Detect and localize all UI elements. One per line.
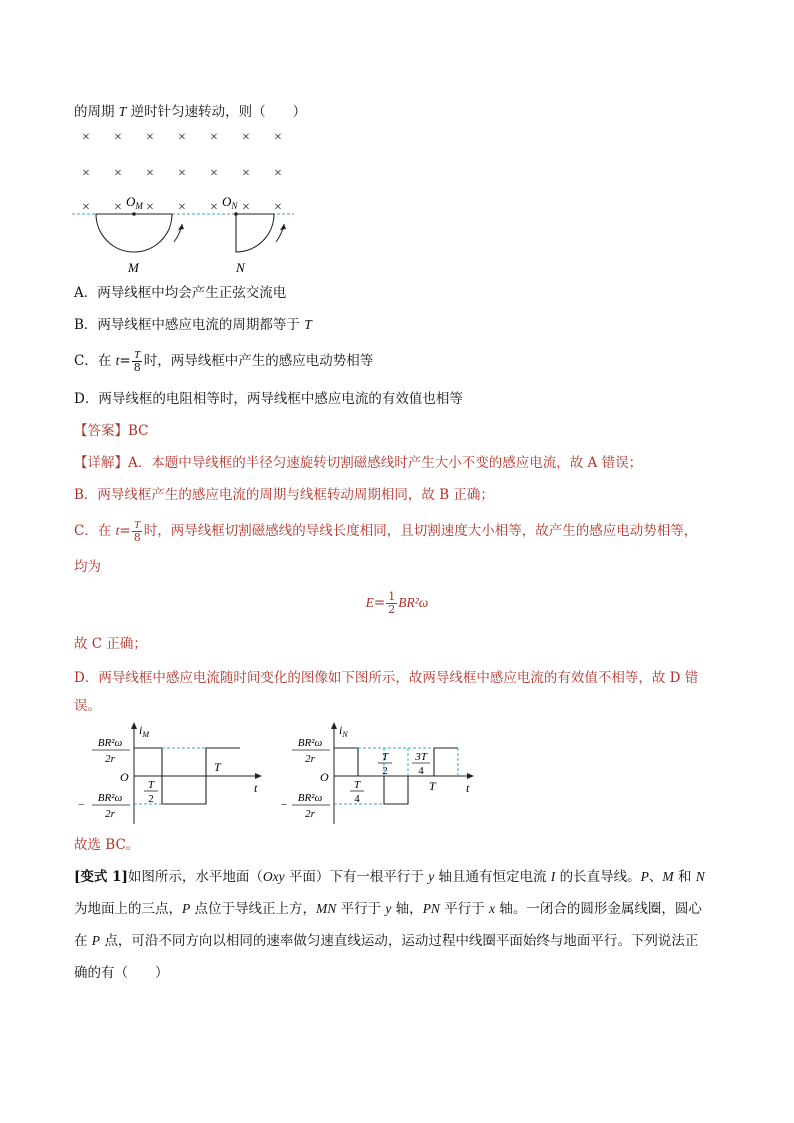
explanation-a-text: A．本题中导线框的半径匀速旋转切割磁感线时产生大小不变的感应电流，故 A 错误； — [128, 455, 643, 471]
graph-m-pos-num: BR²ω — [97, 737, 123, 749]
explanation-c-conclusion: 故 C 正确； — [74, 636, 147, 652]
graph-m-neg-sign: − — [78, 799, 85, 811]
formula-rhs: BR²ω — [398, 595, 429, 610]
field-cross: × — [82, 166, 90, 181]
graph-n-origin: O — [320, 770, 329, 784]
field-cross: × — [82, 130, 90, 145]
variant-sym: M — [662, 869, 674, 884]
variant-text: 轴且通有恒定电流 — [434, 869, 551, 885]
explanation-c-text-end: 时，两导线框切割磁感线的导线长度相同，且切割速度大小相等，故产生的感应电动势相等， — [143, 523, 698, 539]
field-cross: × — [242, 130, 250, 145]
field-cross: × — [210, 130, 218, 145]
field-cross: × — [210, 200, 218, 215]
field-cross: × — [178, 200, 186, 215]
variant-text: 点位于导线正上方， — [190, 901, 317, 917]
fraction-numerator: T — [134, 519, 141, 531]
field-cross: × — [178, 166, 186, 181]
graph-n-half-num: T — [381, 751, 389, 763]
field-cross: × — [146, 200, 154, 215]
variant-text: 轴， — [391, 901, 423, 917]
answer-value: BC — [128, 423, 149, 439]
magnetic-field-figure — [70, 124, 310, 280]
field-cross: × — [242, 200, 250, 215]
question-stem — [74, 102, 306, 122]
current-graph-m — [74, 720, 274, 830]
semicircle-frame-m — [96, 214, 172, 252]
quarter-frame-n — [236, 214, 274, 252]
variant-sym: I — [550, 869, 556, 884]
label-m: M — [128, 260, 139, 275]
graph-m-pos-den: 2r — [105, 753, 115, 765]
graph-n-neg-den: 2r — [305, 808, 315, 820]
field-cross: × — [82, 200, 90, 215]
detail-label: 【详解】 — [74, 455, 128, 471]
graph-m-t-label: t — [254, 781, 258, 795]
field-cross: × — [274, 200, 282, 215]
field-cross: × — [114, 130, 122, 145]
variant-text: 为地面上的三点， — [74, 901, 182, 917]
explanation-c-fraction — [132, 519, 143, 544]
final-choice: 故选 BC。 — [74, 837, 140, 853]
current-graph-n — [282, 720, 482, 830]
variant-text: 在 — [74, 933, 92, 949]
variant-sym: y — [385, 901, 392, 916]
field-cross: × — [210, 166, 218, 181]
field-cross: × — [178, 130, 186, 145]
variant-sym: x — [489, 901, 496, 916]
graph-n-tq-den: 4 — [418, 765, 424, 777]
graph-n-q-num: T — [353, 779, 361, 791]
field-cross: × — [146, 166, 154, 181]
stem-text-end: 逆时针匀速转动，则（ ） — [126, 104, 307, 120]
field-cross: × — [274, 130, 282, 145]
variant-line-2 — [74, 899, 702, 919]
option-b-period: T — [304, 317, 312, 332]
variant-sym: P — [182, 901, 191, 916]
formula-fraction — [386, 591, 397, 616]
formula-emf — [0, 591, 794, 616]
option-c — [74, 349, 373, 374]
explanation-a — [74, 453, 642, 473]
fraction-numerator: T — [134, 349, 141, 361]
graph-n-half-den: 2 — [382, 765, 388, 777]
option-c-text-end: 时，两导线框中产生的感应电动势相等 — [143, 353, 374, 369]
graph-n-neg-sign: − — [281, 799, 288, 811]
pivot-om — [132, 212, 136, 216]
graph-m-origin: O — [120, 770, 129, 784]
graph-m-half-den: 2 — [148, 793, 154, 805]
graph-m-neg-num: BR²ω — [97, 792, 123, 804]
field-cross: × — [146, 130, 154, 145]
variant-text: 如图所示，水平地面（ — [127, 869, 263, 885]
explanation-c-text: C．在 — [74, 523, 116, 539]
option-b-text: B．两导线框中感应电流的周期都等于 — [74, 317, 305, 333]
label-n: N — [236, 260, 245, 275]
graph-n-neg-num: BR²ω — [297, 792, 323, 804]
stem-text: 的周期 — [74, 104, 119, 120]
field-cross: × — [274, 166, 282, 181]
fraction-denominator: 2 — [388, 603, 396, 616]
graph-n-i-label: $i_N$ — [339, 723, 348, 739]
answer-label: 【答案】 — [74, 423, 128, 439]
graph-n-q-den: 4 — [354, 793, 360, 805]
variant-text: 和 — [673, 869, 696, 885]
graph-n-period: T — [429, 779, 436, 793]
graph-m-neg-den: 2r — [105, 808, 115, 820]
variant-text: 轴。一闭合的圆形金属线圈，圆心 — [495, 901, 702, 917]
variant-sym: P — [91, 933, 101, 948]
label-om: $O_M$ — [126, 194, 143, 211]
variant-label: [变式 1] — [74, 869, 128, 885]
explanation-c-eq: = — [119, 523, 131, 539]
variant-line-4: 确的有（ ） — [74, 965, 169, 981]
fraction-numerator: 1 — [388, 590, 396, 603]
stem-period-symbol: T — [118, 104, 127, 119]
variant-sym: MN — [316, 901, 337, 916]
graph-n-pos-num: BR²ω — [297, 737, 323, 749]
variant-text: 平行于 — [439, 901, 490, 917]
option-c-t: t — [115, 353, 120, 368]
answer-line — [74, 421, 149, 441]
variant-sym: PN — [422, 901, 440, 916]
variant-text: 平面）下有一根平行于 — [284, 869, 429, 885]
formula-eq: = — [373, 595, 386, 611]
explanation-c-cont: 均为 — [74, 559, 101, 575]
graph-m-i-label: $i_M$ — [139, 723, 150, 739]
explanation-d-line2: 误。 — [74, 698, 101, 714]
variant-sym: N — [695, 869, 705, 884]
graph-m-period: T — [214, 760, 221, 774]
option-c-eq: = — [119, 353, 131, 369]
variant-text: 的长直导线。 — [555, 869, 641, 885]
option-d: D．两导线框的电阻相等时，两导线框中感应电流的有效值也相等 — [74, 391, 463, 407]
pivot-on — [234, 212, 238, 216]
fraction-denominator: 8 — [133, 531, 141, 544]
variant-line-1 — [74, 867, 705, 887]
formula-lhs: E — [365, 595, 374, 610]
explanation-c — [74, 519, 697, 544]
variant-text: 平行于 — [336, 901, 386, 917]
graph-n-tq-num: 3T — [415, 751, 427, 763]
field-cross: × — [114, 166, 122, 181]
label-on: $O_N$ — [222, 194, 238, 211]
option-b — [74, 315, 312, 335]
option-c-text: C．在 — [74, 353, 116, 369]
graph-n-pos-den: 2r — [305, 753, 315, 765]
graph-n-t-label: t — [466, 781, 470, 795]
variant-sym: Oxy — [262, 869, 285, 884]
variant-sym: P — [640, 869, 649, 884]
option-a: A．两导线框中均会产生正弦交流电 — [74, 285, 287, 301]
explanation-b: B．两导线框产生的感应电流的周期与线框转动周期相同，故 B 正确； — [74, 487, 494, 503]
field-cross: × — [114, 200, 122, 215]
field-cross: × — [242, 166, 250, 181]
variant-text: 、 — [648, 869, 663, 885]
option-c-fraction — [132, 349, 143, 374]
variant-line-3 — [74, 931, 698, 951]
explanation-d-line1: D．两导线框中感应电流随时间变化的图像如下图所示，故两导线框中感应电流的有效值不相等，故 D 错 — [74, 670, 699, 686]
variant-text: 点，可沿不同方向以相同的速率做匀速直线运动，运动过程中线圈平面始终与地面平行。下列说法正 — [100, 933, 699, 949]
fraction-denominator: 8 — [133, 361, 141, 374]
graph-m-half-num: T — [147, 779, 155, 791]
variant-sym: y — [428, 869, 435, 884]
explanation-c-t: t — [115, 523, 120, 538]
